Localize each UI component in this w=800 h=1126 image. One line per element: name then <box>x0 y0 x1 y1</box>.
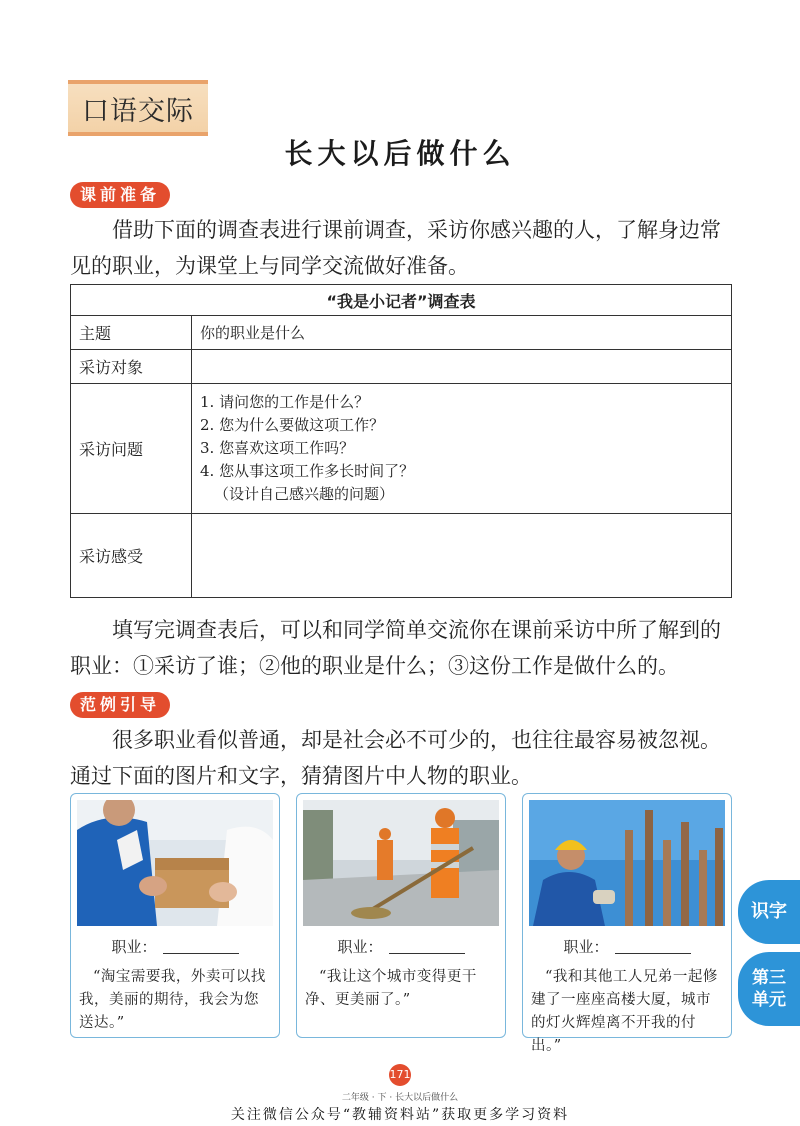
side-tab-unit[interactable] <box>738 952 800 1026</box>
example-card <box>70 793 280 1038</box>
job-answer-blank[interactable] <box>615 953 691 954</box>
job-answer-blank[interactable] <box>163 953 239 954</box>
survey-title: “我是小记者”调查表 <box>71 285 732 316</box>
survey-value-target <box>192 350 732 384</box>
side-tab-unit-label: 第三单元 <box>752 968 786 1010</box>
construction-worker-photo <box>529 800 725 926</box>
question-item: 1. 请问您的工作是什么？ <box>200 393 370 411</box>
job-label: 职业： <box>337 938 383 956</box>
card-quote: “我让这个城市变得更干净、更美丽了。” <box>305 969 477 1008</box>
survey-label-feeling: 采访感受 <box>71 514 192 598</box>
question-list <box>200 385 723 512</box>
survey-value-topic: 你的职业是什么 <box>192 316 732 350</box>
question-item: （设计自己感兴趣的问题） <box>214 485 395 503</box>
card-quote: “淘宝需要我，外卖可以找我，美丽的期待，我会为您送达。” <box>79 969 266 1031</box>
tag-example: 范例引导 <box>70 692 170 718</box>
survey-row-target <box>71 350 732 384</box>
section-banner <box>68 80 208 136</box>
lesson-title: 长大以后做什么 <box>284 137 516 170</box>
side-tab-literacy[interactable] <box>738 880 800 944</box>
survey-row-topic <box>71 316 732 350</box>
survey-label-topic: 主题 <box>71 316 192 350</box>
courier-photo <box>77 800 273 926</box>
survey-value-questions <box>192 384 732 514</box>
example-cards <box>70 793 732 1054</box>
job-line <box>523 936 731 957</box>
page-footer: 二年级 · 下 · 长大以后做什么 <box>341 1093 459 1103</box>
job-label: 职业： <box>111 938 157 956</box>
example-paragraph: 很多职业看似普通，却是社会必不可少的，也往往最容易被忽视。通过下面的图片和文字，猜猜图片中人物的职业。 <box>70 728 721 788</box>
example-card <box>522 793 732 1054</box>
job-label: 职业： <box>563 938 609 956</box>
after-paragraph: 填写完调查表后，可以和同学简单交流你在课前采访中所了解到的职业：①采访了谁；②他的职业是什么；③这份工作是做什么的。 <box>70 618 721 678</box>
section-banner-label: 口语交际 <box>82 95 194 127</box>
survey-table <box>70 284 732 598</box>
survey-value-feeling <box>192 514 732 598</box>
survey-row-feeling <box>71 514 732 598</box>
job-answer-blank[interactable] <box>389 953 465 954</box>
question-item: 3. 您喜欢这项工作吗？ <box>200 439 355 457</box>
job-line <box>297 936 505 957</box>
question-item: 2. 您为什么要做这项工作？ <box>200 416 385 434</box>
survey-row-questions <box>71 384 732 514</box>
street-cleaner-photo <box>303 800 499 926</box>
card-quote: “我和其他工人兄弟一起修建了一座座高楼大厦，城市的灯火辉煌离不开我的付出。” <box>531 969 718 1054</box>
example-card <box>296 793 506 1038</box>
question-item: 4. 您从事这项工作多长时间了？ <box>200 462 415 480</box>
intro-paragraph: 借助下面的调查表进行课前调查，采访你感兴趣的人，了解身边常见的职业，为课堂上与同学交流做好准备。 <box>70 218 721 278</box>
survey-label-target: 采访对象 <box>71 350 192 384</box>
page-number: 171 <box>389 1064 411 1086</box>
side-tab-literacy-label: 识字 <box>751 901 787 922</box>
watermark-text: 关注微信公众号“教辅资料站”获取更多学习资料 <box>230 1107 570 1123</box>
survey-title-row <box>71 285 732 316</box>
job-line <box>71 936 279 957</box>
tag-prep: 课前准备 <box>70 182 170 208</box>
survey-label-questions: 采访问题 <box>71 384 192 514</box>
